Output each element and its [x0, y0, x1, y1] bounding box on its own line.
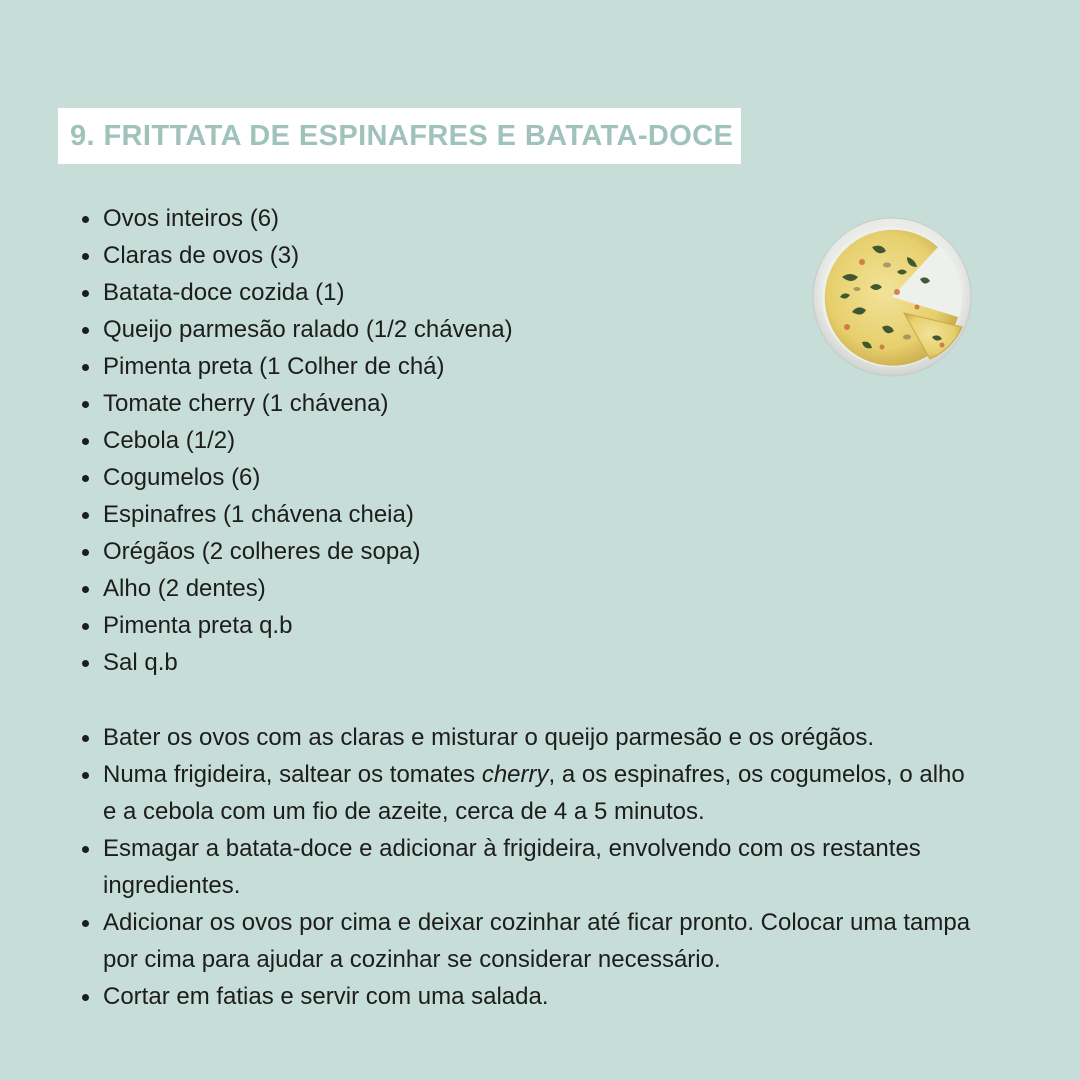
step-text: , a os espinafres, os cogumelos, o alho e a cebola com um fio de azeite, cerca de 4 a 5 minutos.: [103, 761, 965, 825]
step-item: Bater os ovos com as claras e misturar o queijo parmesão e os orégãos.: [103, 719, 983, 756]
ingredient-item: Pimenta preta (1 Colher de chá): [103, 348, 793, 385]
step-item: [103, 756, 983, 830]
step-emphasis: cherry: [481, 761, 549, 788]
ingredients-list: [103, 200, 793, 681]
step-item: Adicionar os ovos por cima e deixar cozinhar até ficar pronto. Colocar uma tampa por cima para ajudar a cozinhar se considerar necessário.: [103, 904, 983, 978]
page-title: 9. FRITTATA DE ESPINAFRES E BATATA-DOCE: [70, 119, 734, 152]
ingredient-item: Ovos inteiros (6): [103, 200, 793, 237]
ingredient-item: Cogumelos (6): [103, 459, 793, 496]
ingredient-item: Pimenta preta q.b: [103, 607, 793, 644]
step-item: Esmagar a batata-doce e adicionar à frigideira, envolvendo com os restantes ingredientes.: [103, 830, 983, 904]
step-item: Cortar em fatias e servir com uma salada.: [103, 978, 983, 1015]
frittata-plate-image: [812, 217, 972, 377]
ingredient-item: Sal q.b: [103, 644, 793, 681]
title-box: [58, 108, 741, 164]
ingredient-item: Cebola (1/2): [103, 422, 793, 459]
step-text: Numa frigideira, saltear os tomates: [103, 761, 482, 788]
ingredient-item: Claras de ovos (3): [103, 237, 793, 274]
ingredient-item: Alho (2 dentes): [103, 570, 793, 607]
ingredient-item: Orégãos (2 colheres de sopa): [103, 533, 793, 570]
ingredient-item: Tomate cherry (1 chávena): [103, 385, 793, 422]
ingredient-item: Espinafres (1 chávena cheia): [103, 496, 793, 533]
ingredient-item: Batata-doce cozida (1): [103, 274, 793, 311]
ingredient-item: Queijo parmesão ralado (1/2 chávena): [103, 311, 793, 348]
steps-list: [103, 719, 983, 1015]
